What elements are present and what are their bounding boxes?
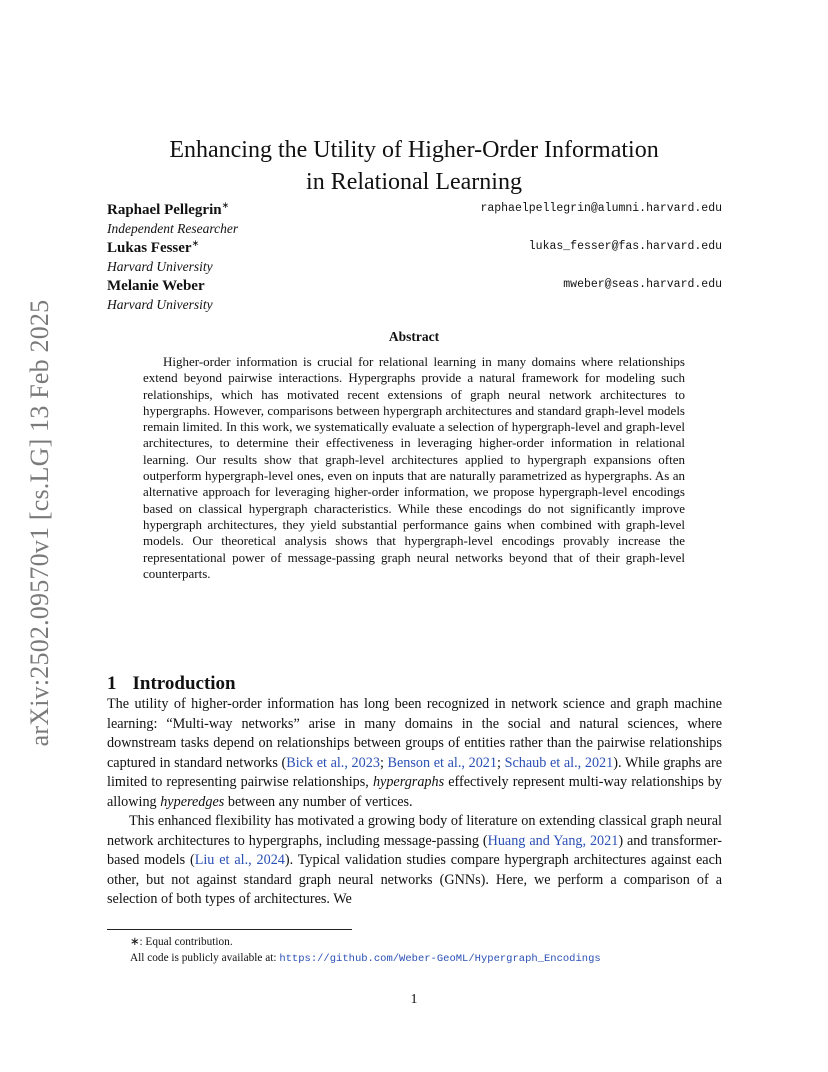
introduction-body <box>107 695 722 910</box>
author-row <box>107 238 722 257</box>
author-block <box>107 200 722 314</box>
emphasis: hypergraphs <box>372 774 445 790</box>
equal-contribution-mark: ∗ <box>221 200 230 210</box>
paper-title <box>0 134 828 198</box>
author-email[interactable]: lukas_fesser@fas.harvard.edu <box>528 240 722 253</box>
citation-link[interactable]: Liu et al., 2024 <box>194 852 285 868</box>
footnote-code-availability: All code is publicly available at: https://github.com/Weber-GeoML/Hypergraph_Encodings <box>130 952 601 965</box>
equal-contribution-mark: ∗ <box>191 238 200 248</box>
page-number: 1 <box>410 992 418 1007</box>
footnotes <box>130 934 601 967</box>
author-name: Lukas Fesser∗ <box>107 238 200 256</box>
section-heading-introduction <box>107 673 236 695</box>
author-email[interactable]: mweber@seas.harvard.edu <box>563 278 722 291</box>
emphasis: hyperedges <box>160 793 225 810</box>
citation-link[interactable]: Schaub et al., 2021 <box>504 754 614 771</box>
author-name: Melanie Weber <box>107 278 205 294</box>
author-email[interactable]: raphaelpellegrin@alumni.harvard.edu <box>480 202 722 215</box>
abstract-text: Higher-order information is crucial for relational learning in many domains where relationships extend beyond pairwise interactions. Hypergraphs provide a natural framework for modeling such relationships, which has motivated recent extensions of graph neural network architectures to hypergraphs. However, comparisons between hypergraph architectures and standard graph-level models remain limited. In this work, we systematically evaluate a selection of hypergraph-level and graph-level architectures, to determine their effectiveness in leveraging higher-order information in relational learning. Our results show that graph-level architectures applied to hypergraph expansions often outperform hypergraph-level ones, even on inputs that are naturally parametrized as hypergraphs. As an alternative approach for leveraging higher-order information, we propose hypergraph-level encodings based on classical hypergraph characteristics. While these encodings do not significantly improve hypergraph architectures, they yield substantial performance gains when combined with graph-level models. Our theoretical analysis shows that hypergraph-level encodings provably increase the representational power of message-passing graph neural networks beyond that of their graph-level counterparts. <box>143 354 685 581</box>
citation-link[interactable]: Bick et al., 2023 <box>286 754 380 771</box>
code-repository-link[interactable]: https://github.com/Weber-GeoML/Hypergraph_Encodings <box>279 953 601 965</box>
author-row <box>107 276 722 295</box>
citation-link[interactable]: Huang and Yang, 2021 <box>487 832 619 849</box>
footnote-divider <box>107 929 352 930</box>
paragraph: This enhanced flexibility has motivated a growing body of literature on extending classical graph neural network architectures to hypergraphs, including message-passing (Huang and Yang, 2021) and transformer-based models (Liu et al., 2024). Typical validation studies compare hypergraph architectures against each other, but not against standard graph neural networks (GNNs). Here, we perform a comparison of a selection of both types of architectures. We <box>107 813 723 907</box>
author-name: Raphael Pellegrin∗ <box>107 200 230 218</box>
arxiv-identifier-stamp: arXiv:2502.09570v1 [cs.LG] 13 Feb 2025 <box>25 299 54 747</box>
title-line-2: in Relational Learning <box>306 169 522 196</box>
paragraph: The utility of higher-order information has long been recognized in network science and graph machine learning: “Multi-way networks” arise in many domains in the social and natural sciences, where downstream tasks depend on relationships between groups of entities rather than the pairwise relationships captured in standard networks (Bick et al., 2023; Benson et al., 2021; Schaub et al., 2021). While graphs are limited to representing pairwise relationships, hypergraphs effectively represent multi-way relationships by allowing hyperedges between any number of vertices. <box>107 696 722 810</box>
title-line-1: Enhancing the Utility of Higher-Order Information <box>169 137 659 164</box>
author-affiliation: Independent Researcher <box>107 221 239 236</box>
citation-link[interactable]: Benson et al., 2021 <box>387 754 497 771</box>
section-number: 1 <box>107 672 117 694</box>
footnote-equal-contribution: ∗: Equal contribution. <box>130 936 233 948</box>
section-title: Introduction <box>132 672 236 694</box>
author-affiliation: Harvard University <box>107 259 213 274</box>
author-row <box>107 200 722 219</box>
author-affiliation: Harvard University <box>107 297 213 312</box>
abstract-heading: Abstract <box>388 329 440 344</box>
